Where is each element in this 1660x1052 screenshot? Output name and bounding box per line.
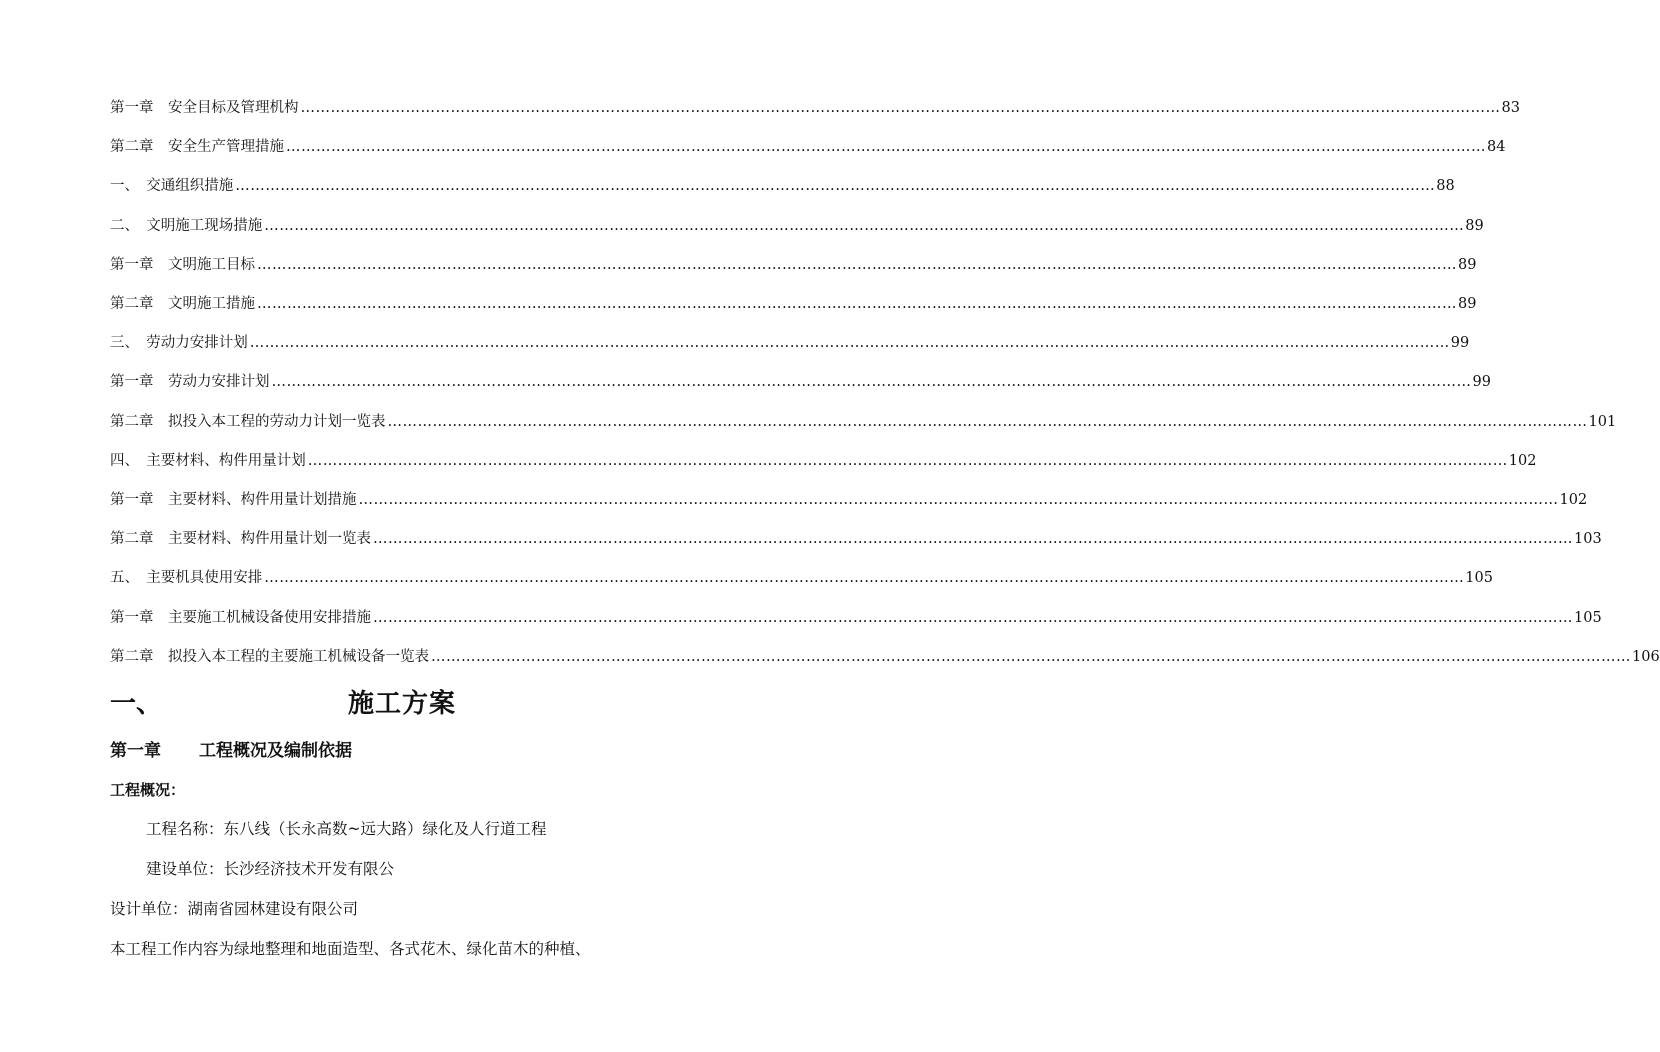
toc-entry-label: 第二章 主要材料、构件用量计划一览表 [110, 531, 371, 547]
toc-entry [110, 410, 1617, 434]
toc-entry [110, 488, 1588, 512]
chapter-number: 第一章 [110, 741, 161, 761]
scope-line: 本工程工作内容为绿地整理和地面造型、各式花木、绿化苗木的种植、 [110, 940, 591, 958]
toc-entry-label: 第一章 劳动力安排计划 [110, 374, 270, 390]
toc-entry [110, 606, 1602, 630]
toc-leader-dots: …………………………………………………………………………………………………………………………………………………………………………………………………………………… [286, 139, 1486, 155]
toc-entry-page: 99 [1450, 335, 1470, 351]
toc-entry [110, 370, 1491, 394]
toc-leader-dots: …………………………………………………………………………………………………………………………………………………………………………………………………………………… [431, 649, 1631, 665]
chapter-title: 工程概况及编制依据 [199, 741, 352, 761]
toc-entry [110, 527, 1602, 551]
toc-entry-label: 第一章 主要施工机械设备使用安排措施 [110, 610, 371, 626]
toc-entry-label: 第一章 主要材料、构件用量计划措施 [110, 492, 357, 508]
toc-entry-page: 99 [1472, 374, 1491, 390]
toc-entry-page: 89 [1465, 218, 1484, 234]
toc-entry-page: 105 [1465, 570, 1493, 586]
toc-entry [110, 449, 1537, 473]
toc-entry [110, 253, 1477, 277]
toc-leader-dots: …………………………………………………………………………………………………………………………………………………………………………………………………………………… [249, 335, 1450, 351]
toc-leader-dots: …………………………………………………………………………………………………………………………………………………………………………………………………………………… [271, 374, 1472, 390]
toc-entry-label: 三、 劳动力安排计划 [110, 335, 248, 351]
toc-leader-dots: …………………………………………………………………………………………………………………………………………………………………………………………………………………… [373, 531, 1573, 547]
toc-entry-page: 103 [1574, 531, 1602, 547]
project-name-line: 工程名称：东八线（长永高数~远大路）绿化及人行道工程 [146, 820, 547, 838]
toc-entry-page: 88 [1436, 178, 1455, 194]
toc-entry [110, 292, 1477, 316]
toc-entry [110, 96, 1520, 120]
part-number: 一、 [110, 689, 163, 719]
chapter-heading [110, 738, 352, 764]
client-line: 建设单位：长沙经济技术开发有限公 [146, 860, 395, 878]
part-heading [110, 686, 630, 722]
toc-leader-dots: …………………………………………………………………………………………………………………………………………………………………………………………………………………… [257, 296, 1457, 312]
toc-entry-label: 五、 主要机具使用安排 [110, 570, 263, 586]
toc-entry-label: 二、 文明施工现场措施 [110, 218, 263, 234]
toc-leader-dots: …………………………………………………………………………………………………………………………………………………………………………………………………………………… [264, 570, 1465, 586]
toc-entry-label: 第一章 安全目标及管理机构 [110, 100, 299, 116]
toc-entry-page: 105 [1574, 610, 1602, 626]
toc-entry-label: 第二章 拟投入本工程的主要施工机械设备一览表 [110, 649, 429, 665]
toc-leader-dots: …………………………………………………………………………………………………………………………………………………………………………………………………………………… [358, 492, 1559, 508]
toc-entry-label: 第一章 文明施工目标 [110, 257, 255, 273]
toc-entry [110, 135, 1506, 159]
toc-entry-page: 102 [1559, 492, 1588, 508]
toc-entry-page: 89 [1458, 257, 1477, 273]
toc-leader-dots: …………………………………………………………………………………………………………………………………………………………………………………………………………………… [264, 218, 1465, 234]
toc-entry-page: 102 [1508, 453, 1537, 469]
toc-leader-dots: …………………………………………………………………………………………………………………………………………………………………………………………………………………… [300, 100, 1501, 116]
toc-entry-label: 第二章 拟投入本工程的劳动力计划一览表 [110, 414, 386, 430]
toc-entry-page: 83 [1501, 100, 1520, 116]
toc-entry-page: 106 [1632, 649, 1660, 665]
toc-entry [110, 214, 1484, 238]
toc-entry-page: 84 [1487, 139, 1506, 155]
toc-entry [110, 331, 1470, 355]
toc-entry-page: 101 [1588, 414, 1617, 430]
toc-entry-label: 一、 交通组织措施 [110, 178, 234, 194]
toc-leader-dots: …………………………………………………………………………………………………………………………………………………………………………………………………………………… [307, 453, 1508, 469]
designer-line: 设计单位：湖南省园林建设有限公司 [110, 900, 359, 918]
toc-entry [110, 566, 1493, 590]
toc-entry-label: 四、 主要材料、构件用量计划 [110, 453, 306, 469]
toc-leader-dots: …………………………………………………………………………………………………………………………………………………………………………………………………………………… [257, 257, 1457, 273]
toc-entry-label: 第二章 文明施工措施 [110, 296, 255, 312]
toc-leader-dots: …………………………………………………………………………………………………………………………………………………………………………………………………………………… [373, 610, 1573, 626]
toc-entry [110, 645, 1660, 669]
toc-entry [110, 174, 1455, 198]
part-title: 施工方案 [348, 689, 457, 719]
toc-entry-page: 89 [1458, 296, 1477, 312]
toc-leader-dots: …………………………………………………………………………………………………………………………………………………………………………………………………………………… [387, 414, 1588, 430]
toc-entry-label: 第二章 安全生产管理措施 [110, 139, 284, 155]
section-heading: 工程概况： [110, 781, 186, 799]
toc-leader-dots: …………………………………………………………………………………………………………………………………………………………………………………………………………………… [235, 178, 1436, 194]
